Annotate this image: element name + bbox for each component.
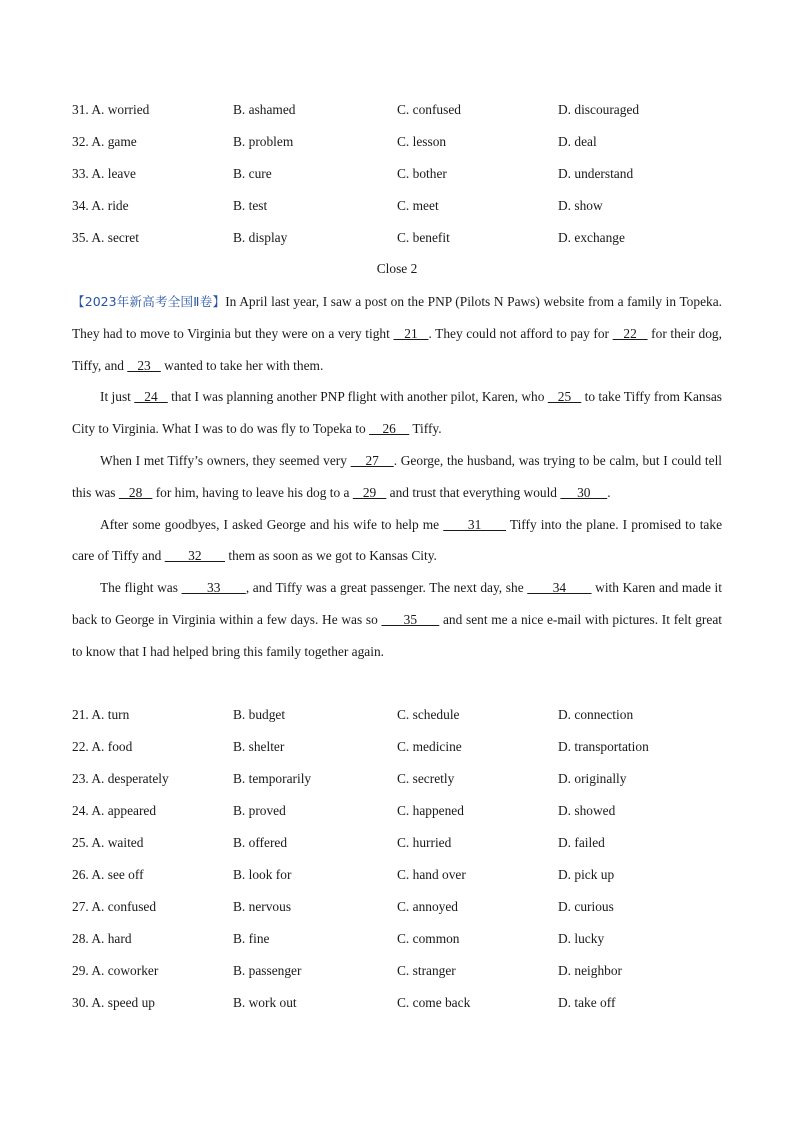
option-text: turn [107,707,130,722]
option-text: test [248,198,268,213]
passage-text: . [607,484,611,500]
answer-blank: 35 [381,611,440,627]
option-c [397,102,461,118]
passage-text: Tiffy. [409,421,442,437]
passage-text: . They could not afford to pay for [428,325,613,341]
option-label: B. [233,739,246,754]
option-a [72,102,149,118]
passage-text: , and Tiffy was a great passenger. The next day, she [245,580,528,596]
option-b [233,995,297,1011]
option-label: C. [397,899,410,914]
option-label: C. [397,931,410,946]
option-label: 35. A. [72,230,105,245]
answer-blank: 30 [560,484,608,500]
option-c [397,931,460,947]
option-c [397,899,458,915]
option-label: B. [233,963,246,978]
option-label: C. [397,803,410,818]
option-d [558,963,622,979]
option-label: D. [558,707,572,722]
option-text: hurried [412,835,452,850]
question-row [72,931,732,963]
option-text: secret [107,230,139,245]
answer-blank: 21 [393,325,429,341]
answer-blank: 32 [164,548,225,564]
answer-blank: 24 [134,389,168,405]
option-text: budget [248,707,286,722]
option-b [233,835,287,851]
option-a [72,739,132,755]
option-text: temporarily [248,771,312,786]
passage-text: The flight was [100,580,182,596]
option-label: C. [397,198,410,213]
paragraph-5 [72,572,722,667]
option-text: bother [412,166,447,181]
option-text: meet [412,198,439,213]
option-label: 31. A. [72,102,105,117]
option-b [233,899,291,915]
option-text: waited [107,835,144,850]
option-c [397,166,447,182]
option-label: C. [397,867,410,882]
option-label: C. [397,995,410,1010]
option-a [72,899,156,915]
option-a [72,835,143,851]
question-row [72,835,732,867]
option-label: C. [397,102,410,117]
option-text: look for [248,867,292,882]
option-text: coworker [107,963,159,978]
option-d [558,899,614,915]
option-label: 26. A. [72,867,105,882]
option-d [558,198,603,214]
exam-source-tag: 【2023年新高考全国Ⅱ卷】 [72,294,226,309]
option-label: C. [397,230,410,245]
option-b [233,931,269,947]
option-label: D. [558,867,572,882]
question-row [72,230,732,262]
option-text: work out [248,995,297,1010]
option-label: B. [233,771,246,786]
passage-text: with Karen and made it back to George in Virginia within a few days. He was so [72,580,722,627]
option-text: problem [248,134,294,149]
option-b [233,134,293,150]
option-text: appeared [107,803,157,818]
option-label: 25. A. [72,835,105,850]
option-text: display [248,230,288,245]
option-b [233,771,311,787]
option-a [72,134,137,150]
option-label: D. [558,835,572,850]
option-label: 27. A. [72,899,105,914]
option-text: passenger [248,963,302,978]
option-b [233,230,287,246]
option-label: C. [397,963,410,978]
option-text: lucky [574,931,605,946]
passage-text: and sent me a nice e-mail with pictures. It felt great to know that I had helped bring this family together again. [72,611,722,659]
passage-text: them as soon as we got to Kansas City. [225,548,437,564]
option-text: worried [107,102,150,117]
options-31-35 [72,102,732,262]
option-label: D. [558,963,572,978]
option-d [558,166,633,182]
option-label: C. [397,166,410,181]
passage-text: and trust that everything would [386,484,561,500]
option-label: D. [558,134,572,149]
option-label: 28. A. [72,931,105,946]
option-label: C. [397,835,410,850]
question-row [72,867,732,899]
option-a [72,931,132,947]
paragraph-3 [72,445,722,509]
option-a [72,198,129,214]
option-text: game [107,134,137,149]
option-label: D. [558,803,572,818]
option-text: fine [248,931,270,946]
option-label: 32. A. [72,134,105,149]
option-label: 29. A. [72,963,105,978]
question-row [72,803,732,835]
option-text: neighbor [574,963,622,978]
option-text: schedule [412,707,460,722]
passage-text: to take Tiffy from Kansas City to Virginia. What I was to do was fly to Topeka to [72,389,722,437]
option-b [233,707,285,723]
option-label: D. [558,230,572,245]
question-row [72,963,732,995]
question-row [72,707,732,739]
option-a [72,963,158,979]
option-d [558,102,639,118]
option-label: D. [558,166,572,181]
option-label: B. [233,995,246,1010]
option-a [72,230,139,246]
question-row [72,739,732,771]
option-text: offered [248,835,288,850]
option-c [397,771,454,787]
question-row [72,771,732,803]
option-text: shelter [248,739,285,754]
option-d [558,931,604,947]
answer-blank: 31 [443,516,506,532]
option-label: D. [558,739,572,754]
option-text: originally [574,771,627,786]
answer-blank: 27 [350,452,394,468]
paragraph-2 [72,381,722,445]
question-row [72,899,732,931]
option-label: B. [233,166,246,181]
option-text: hard [107,931,132,946]
option-text: speed up [107,995,155,1010]
option-label: 23. A. [72,771,105,786]
option-text: ashamed [248,102,296,117]
paragraph-4 [72,509,722,573]
option-a [72,707,129,723]
passage-text: It just [100,389,135,405]
answer-blank: 26 [369,421,410,437]
option-text: take off [574,995,616,1010]
paragraph-1 [72,286,722,381]
option-b [233,739,284,755]
option-label: D. [558,102,572,117]
option-d [558,995,615,1011]
option-text: connection [574,707,634,722]
option-label: B. [233,230,246,245]
answer-blank: 33 [181,580,246,596]
option-label: D. [558,995,572,1010]
option-b [233,803,286,819]
option-label: B. [233,867,246,882]
option-text: pick up [574,867,615,882]
option-b [233,963,301,979]
option-label: B. [233,134,246,149]
option-text: show [574,198,603,213]
option-label: B. [233,803,246,818]
option-label: B. [233,707,246,722]
answer-blank: 34 [527,580,592,596]
option-text: happened [412,803,464,818]
option-label: 34. A. [72,198,105,213]
option-b [233,166,272,182]
option-text: discouraged [574,102,640,117]
option-text: benefit [412,230,450,245]
passage-text: that I was planning another PNP flight with another pilot, Karen, who [167,389,548,405]
option-label: C. [397,707,410,722]
answer-blank: 22 [612,325,648,341]
option-d [558,803,615,819]
option-a [72,867,144,883]
option-text: nervous [248,899,292,914]
option-a [72,771,169,787]
option-text: confused [107,899,157,914]
passage-text: When I met Tiffy’s owners, they seemed very [100,452,351,468]
option-d [558,835,605,851]
option-c [397,198,439,214]
passage-text: In April last year, I saw a post on the PNP (Pilots N Paws) website from a family in Topeka. They had to move to Virginia but they were on a very tight [72,294,723,341]
option-text: food [107,739,133,754]
option-label: D. [558,931,572,946]
option-c [397,739,462,755]
option-text: cure [248,166,272,181]
option-text: failed [574,835,605,850]
answer-blank: 28 [118,484,153,500]
option-b [233,867,291,883]
passage-text: Tiffy into the plane. I promised to take care of Tiffy and [72,516,723,564]
option-d [558,707,633,723]
option-d [558,134,597,150]
option-label: D. [558,771,572,786]
option-label: B. [233,899,246,914]
option-text: confused [412,102,461,117]
option-label: 30. A. [72,995,105,1010]
option-text: curious [574,899,614,914]
option-c [397,835,451,851]
option-c [397,230,450,246]
option-text: understand [574,166,634,181]
option-d [558,739,649,755]
option-a [72,995,155,1011]
option-c [397,995,470,1011]
options-21-30 [72,707,732,1027]
option-d [558,771,626,787]
option-label: 22. A. [72,739,105,754]
option-label: D. [558,198,572,213]
option-label: C. [397,771,410,786]
option-text: deal [574,134,597,149]
question-row [72,166,732,198]
option-label: 33. A. [72,166,105,181]
option-label: D. [558,899,572,914]
passage-text: for him, having to leave his dog to a [152,484,353,500]
option-text: hand over [412,867,466,882]
option-b [233,198,267,214]
passage-text: After some goodbyes, I asked George and his wife to help me [100,516,444,532]
option-label: B. [233,835,246,850]
passage-text: . George, the husband, was trying to be calm, but I could tell this was [72,452,723,500]
option-c [397,707,460,723]
option-text: lesson [412,134,447,149]
option-a [72,166,136,182]
option-text: transportation [574,739,649,754]
option-text: stranger [412,963,456,978]
option-label: B. [233,102,246,117]
answer-blank: 25 [547,389,582,405]
option-text: medicine [412,739,462,754]
option-label: C. [397,739,410,754]
option-text: come back [412,995,471,1010]
question-row [72,995,732,1027]
option-label: C. [397,134,410,149]
option-text: annoyed [412,899,459,914]
option-b [233,102,296,118]
option-c [397,803,464,819]
passage-text: wanted to take her with them. [160,357,324,373]
option-text: desperately [107,771,169,786]
option-text: common [412,931,460,946]
option-text: ride [107,198,129,213]
option-a [72,803,156,819]
option-label: 24. A. [72,803,105,818]
answer-blank: 29 [352,484,387,500]
option-c [397,134,446,150]
option-text: secretly [412,771,455,786]
option-c [397,867,466,883]
option-text: leave [107,166,136,181]
option-c [397,963,456,979]
section-title: Close 2 [376,261,418,276]
passage-text: for their dog, Tiffy, and [72,325,722,373]
answer-blank: 23 [127,357,161,373]
option-label: B. [233,198,246,213]
option-text: exchange [574,230,625,245]
option-label: B. [233,931,246,946]
question-row [72,102,732,134]
option-text: showed [574,803,616,818]
option-d [558,230,625,246]
option-text: proved [248,803,286,818]
option-text: see off [107,867,144,882]
option-label: 21. A. [72,707,105,722]
option-d [558,867,614,883]
question-row [72,198,732,230]
cloze-passage [72,286,722,668]
question-row [72,134,732,166]
